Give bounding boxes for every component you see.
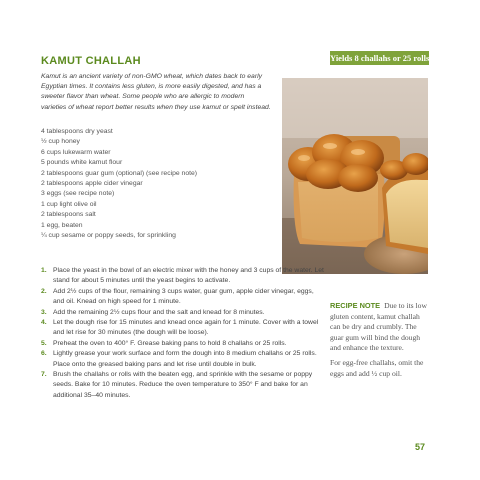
challah-illustration xyxy=(282,78,428,274)
step-text: Add the remaining 2½ cups flour and the salt and knead for 8 minutes. xyxy=(53,308,265,316)
ingredient-item: 1 cup light olive oil xyxy=(41,200,97,208)
ingredient-item: 5 pounds white kamut flour xyxy=(41,159,123,167)
note-text: Due to its low gluten content, kamut challah can be dry and crumbly. The guar gum will bind the dough and enhance the texture. xyxy=(330,301,427,353)
step-text: Let the dough rise for 15 minutes and knead once again for 1 minute. Cover with a towel and let rise for 30 minutes (the dough will be loose). xyxy=(53,319,319,337)
ingredient-item: 2 tablespoons apple cider vinegar xyxy=(41,180,143,188)
step-item xyxy=(41,308,326,318)
step-number: 2. xyxy=(41,287,47,295)
step-number: 7. xyxy=(41,371,47,379)
recipe-intro: Kamut is an ancient variety of non-GMO wheat, which dates back to early Egyptian times. It contains less gluten, is more easily digested, and has a sweeter flavor than wheat. Some people who are allergic to modern varieties of wheat report better results when they use kamut or spelt instead. xyxy=(41,73,271,111)
ingredient-item: 6 cups lukewarm water xyxy=(41,148,111,156)
step-text: Lightly grease your work surface and form the dough into 8 medium challahs or 25 rolls. Place onto the greased baking pans and let rise until double in bulk. xyxy=(53,350,317,368)
ingredient-item: 1 egg, beaten xyxy=(41,221,83,229)
step-number: 1. xyxy=(41,267,47,274)
note-paragraph xyxy=(330,301,432,354)
step-text: Preheat the oven to 400° F. Grease baking pans to hold 8 challahs or 25 rolls. xyxy=(53,339,287,347)
step-number: 4. xyxy=(41,319,47,327)
step-text: Place the yeast in the bowl of an electric mixer with the honey and 3 cups of the water. Let stand for about 5 minutes until the yeast begins to activate. xyxy=(53,267,324,285)
step-text: Add 2½ cups of the flour, remaining 3 cups water, guar gum, apple cider vinegar, eggs, and oil. Knead on high speed for 1 minute. xyxy=(53,287,314,306)
ingredient-item: 3 eggs (see recipe note) xyxy=(41,190,115,198)
ingredient-item: 2 tablespoons guar gum (optional) (see recipe note) xyxy=(41,169,198,177)
step-item xyxy=(41,318,326,339)
note-label: RECIPE NOTE xyxy=(330,301,381,310)
ingredient-item: ½ cup honey xyxy=(41,138,80,146)
step-list xyxy=(41,266,326,401)
ingredient-item: ¼ cup sesame or poppy seeds, for sprinkling xyxy=(41,232,176,240)
step-item xyxy=(41,287,326,308)
step-item xyxy=(41,339,326,349)
recipe-title: KAMUT CHALLAH xyxy=(41,55,141,67)
ingredient-item: 2 tablespoons salt xyxy=(41,211,96,219)
step-number: 3. xyxy=(41,308,47,316)
page-number: 57 xyxy=(415,442,426,452)
step-number: 6. xyxy=(41,350,47,358)
step-text: Brush the challahs or rolls with the beaten egg, and sprinkle with the sesame or poppy seeds. Bake for 10 minutes. Reduce the oven temperature to 350° F and bake for an additional 35–40 minutes. xyxy=(53,371,313,399)
ingredient-list xyxy=(41,127,197,241)
note-paragraph: For egg-free challahs, omit the eggs and add ½ cup oil. xyxy=(330,357,424,378)
step-item xyxy=(41,266,326,287)
challah-photo xyxy=(282,78,428,274)
recipe-note xyxy=(330,301,432,383)
ingredient-item: 4 tablespoons dry yeast xyxy=(41,128,113,135)
step-item xyxy=(41,370,326,401)
step-number: 5. xyxy=(41,339,47,347)
step-item xyxy=(41,349,326,370)
yield-badge: Yields 8 challahs or 25 rolls xyxy=(330,53,430,63)
